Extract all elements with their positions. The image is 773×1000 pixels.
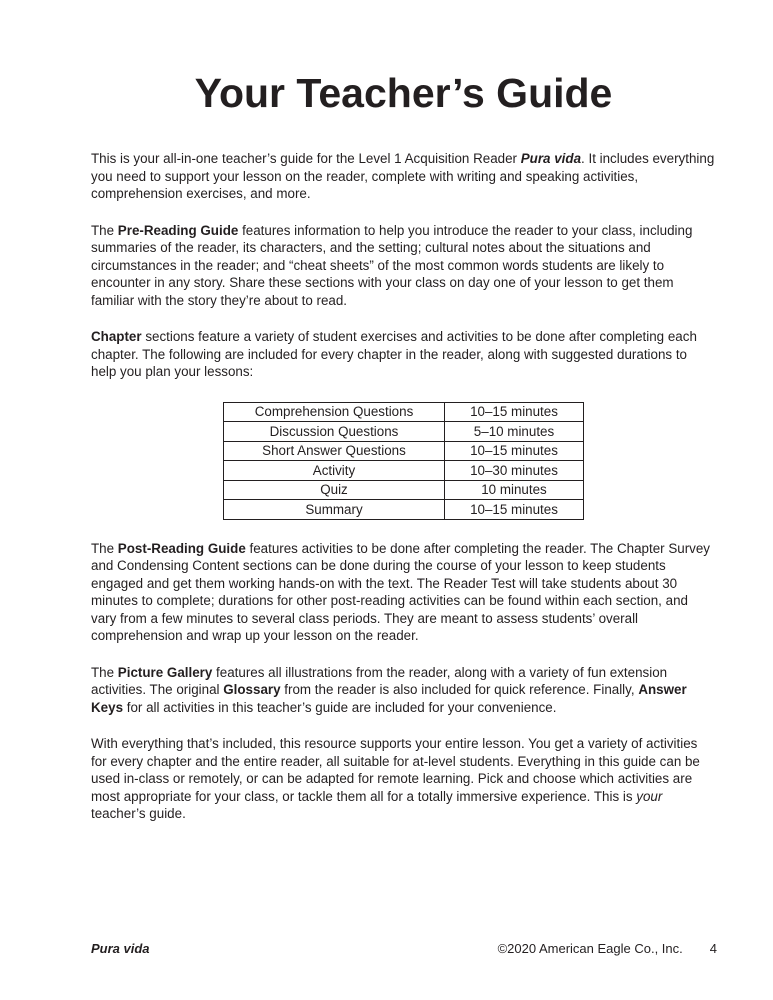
footer-book-title: Pura vida <box>91 941 150 956</box>
paragraph-intro: This is your all-in-one teacher’s guide for the Level 1 Acquisition Reader Pura vida. It includes everything you need to support your lesson on the reader, complete with writing and speaking activities, comprehension exercises, and more. <box>91 151 715 201</box>
footer-page-number: 4 <box>709 941 717 956</box>
paragraph-picture-gallery: The Picture Gallery features all illustrations from the reader, along with a variety of fun extension activities. The original Glossary from the reader is also included for quick reference. Finally, Answer Keys for all activities in this teacher’s guide are included for your convenience. <box>91 664 687 715</box>
table-row <box>224 480 584 500</box>
activity-cell: Summary <box>224 500 445 520</box>
activity-cell: Comprehension Questions <box>224 402 445 422</box>
table-row <box>224 500 584 520</box>
page-title: Your Teacher’s Guide <box>194 70 613 116</box>
footer-copyright: ©2020 American Eagle Co., Inc. <box>497 941 683 956</box>
duration-cell: 10–15 minutes <box>445 441 584 461</box>
activity-cell: Activity <box>224 461 445 481</box>
duration-cell: 10–30 minutes <box>445 461 584 481</box>
activity-cell: Quiz <box>224 480 445 500</box>
paragraph-chapter-sections: Chapter sections feature a variety of student exercises and activities to be done after completing each chapter. The following are included for every chapter in the reader, along with suggested durations to help you plan your lessons: <box>91 329 697 379</box>
paragraph-closing: With everything that’s included, this resource supports your entire lesson. You get a variety of activities for every chapter and the entire reader, all suitable for at-level students. Everything in this guide can be used in-class or remotely, or can be adapted for remote learning. Pick and choose which activities are most appropriate for your class, or tackle them all for a totally immersive experience. This is your teacher’s guide. <box>91 736 700 821</box>
table-row <box>224 422 584 442</box>
table-row <box>224 441 584 461</box>
table-row <box>224 402 584 422</box>
activity-cell: Discussion Questions <box>224 422 445 442</box>
chapter-activity-duration-table <box>223 402 584 520</box>
page-footer <box>91 941 717 956</box>
table-row <box>224 461 584 481</box>
activity-cell: Short Answer Questions <box>224 441 445 461</box>
paragraph-pre-reading-guide: The Pre-Reading Guide features information to help you introduce the reader to your class, including summaries of the reader, its characters, and the setting; cultural notes about the situations and circumstances in the reader; and “cheat sheets” of the most common words students are likely to encounter in any story. Share these sections with your class on day one of your lesson to get them familiar with the story they’re about to read. <box>91 222 693 308</box>
footer-right-group <box>498 941 717 956</box>
paragraph-post-reading-guide: The Post-Reading Guide features activities to be done after completing the reader. The Chapter Survey and Condensing Content sections can be done during the course of your lesson to keep students engaged and get them working hands-on with the text. The Reader Test will take students about 30 minutes to complete; durations for other post-reading activities can be found within each section, and vary from a few minutes to several class periods. They are meant to assess students’ overall comprehension and wrap up your lesson on the reader. <box>91 540 710 643</box>
duration-cell: 5–10 minutes <box>445 422 584 442</box>
page-content <box>91 0 716 842</box>
duration-cell: 10–15 minutes <box>445 402 584 422</box>
duration-cell: 10 minutes <box>445 480 584 500</box>
duration-cell: 10–15 minutes <box>445 500 584 520</box>
